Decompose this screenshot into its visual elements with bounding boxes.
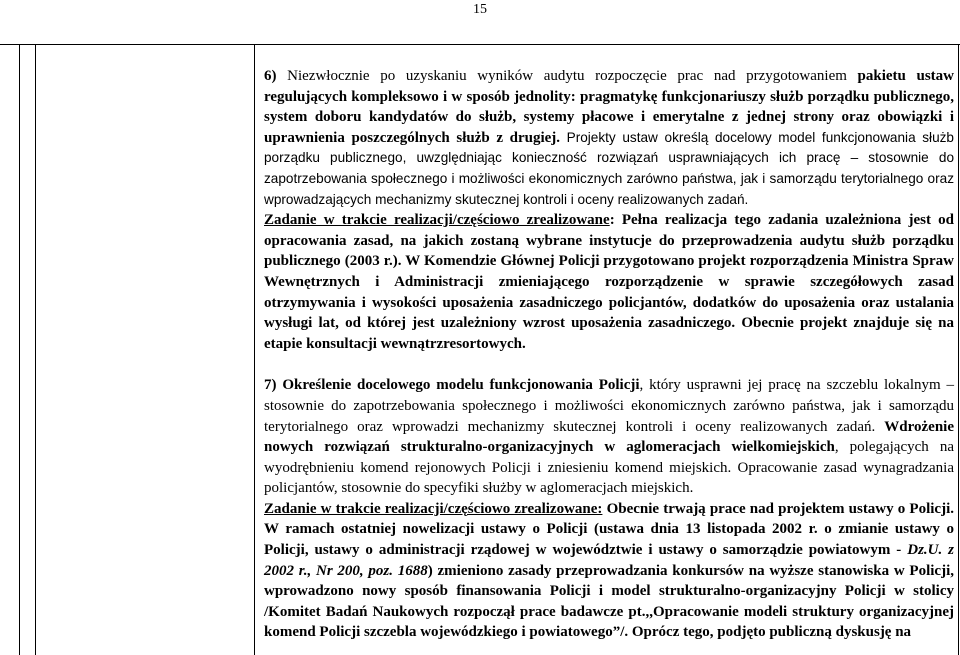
status-citation: Dz.U. z 2002 r., Nr 200, poz. 1688: [264, 542, 955, 579]
section-body: , polegających na wyodrębnieniu komend rejonowych Policji i zniesieniu komend miejskich. Opracowanie zasad wynagradzania policjantów, stosownie do specyfiki służby w aglomeracjach miejskich.: [264, 439, 955, 497]
section-number: 7): [264, 377, 277, 394]
table-column-divider: [35, 44, 36, 655]
section-body: , który usprawni jej pracę na szczeblu lokalnym – stosownie do zapotrzebowania społecznego i możliwości ekonomicznych zarówno państwa, jak i samorządu terytorialnego oraz wprowadzi mechanizmy skutecznej kontroli i oceny realizowanych zadań.: [264, 377, 954, 435]
table-column-divider: [19, 44, 20, 655]
status-label: Zadanie w trakcie realizacji/częściowo zrealizowane:: [264, 500, 603, 517]
section-6-paragraph: [264, 66, 954, 210]
status-text: Obecnie trwają prace nad projektem ustawy o Policji. W ramach ostatniej nowelizacji ustawy o Policji (ustawa dnia 13 listopada 2002 r. o zmianie ustawy o Policji, ustawy o administracji rządowej w województwie i ustawy o samorządzie powiatowym -: [264, 500, 954, 559]
section-heading-bold: pakietu ustaw regulujących kompleksowo i w sposób jednolity: pragmatykę funkcjonariuszy służb porządku publicznego, system doboru kandydatów do służb, systemy płacowe i emerytalne z jednej strony oraz obowiązki i uprawnienia poszczególnych służb z drugiej.: [264, 68, 955, 146]
status-text: ) zmieniono zasady przeprowadzania konkursów na wyższe stanowiska w Policji, wprowadzono nowy sposób finansowania Policji i model strukturalno-organizacyjny Policji w stolicy /Komitet Badań Naukowych rozpoczął prace badawcze pt.,,Opracowanie modeli struktury organizacyjnej komend Policji szczebla wojewódzkiego i powiatowego”/. Oprócz tego, podjęto publiczną dyskusję na: [264, 562, 954, 641]
section-6-status: [264, 210, 954, 354]
section-7-status: [264, 499, 954, 643]
section-bold-text: Wdrożenie nowych rozwiązań strukturalno-organizacyjnych w aglomeracjach wielkomiejskich: [264, 418, 954, 456]
section-body: Projekty ustaw określą docelowy model funkcjonowania służb porządku publicznego, uwzględniając konieczność rozwiązań usprawniających ich pracę – stosownie do zapotrzebowania społecznego i możliwości ekonomicznych zarówno państwa, jak i samorządu terytorialnego oraz wprowadzających mechanizmy skutecznej kontroli i oceny realizowanych zadań.: [264, 129, 954, 207]
section-number: 6): [264, 68, 277, 84]
status-text: Pełna realizacja tego zadania uzależniona jest od opracowania zasad, na jakich zostaną wybrane instytucje do przeprowadzenia audytu służb porządku publicznego (2003 r.). W Komendzie Głównej Policji przygotowano projekt rozporządzenia Ministra Spraw Wewnętrznych i Administracji zmieniającego rozporządzenie w sprawie szczegółowych zasad otrzymywania i wysokości uposażenia zasadniczego policjantów, dodatków do uposażenia oraz ustalania wysługi lat, od której jest uzależniony wzrost uposażenia zasadniczego. Obecnie projekt znajduje się na etapie konsultacji wewnątrzresortowych.: [264, 212, 954, 352]
table-column-divider: [958, 44, 959, 655]
document-body: [264, 66, 954, 643]
page-number: 15: [473, 2, 487, 17]
section-heading: Określenie docelowego modelu funkcjonowania Policji: [282, 377, 640, 394]
section-7-paragraph: [264, 375, 954, 499]
table-top-border: [0, 44, 960, 45]
status-colon: :: [609, 212, 615, 229]
status-label: Zadanie w trakcie realizacji/częściowo zrealizowane: [264, 212, 610, 229]
section-heading: Niezwłocznie po uzyskaniu wyników audytu rozpoczęcie prac nad przygotowaniem: [287, 68, 847, 84]
table-column-divider: [254, 44, 255, 655]
paragraph-gap: [264, 354, 954, 375]
